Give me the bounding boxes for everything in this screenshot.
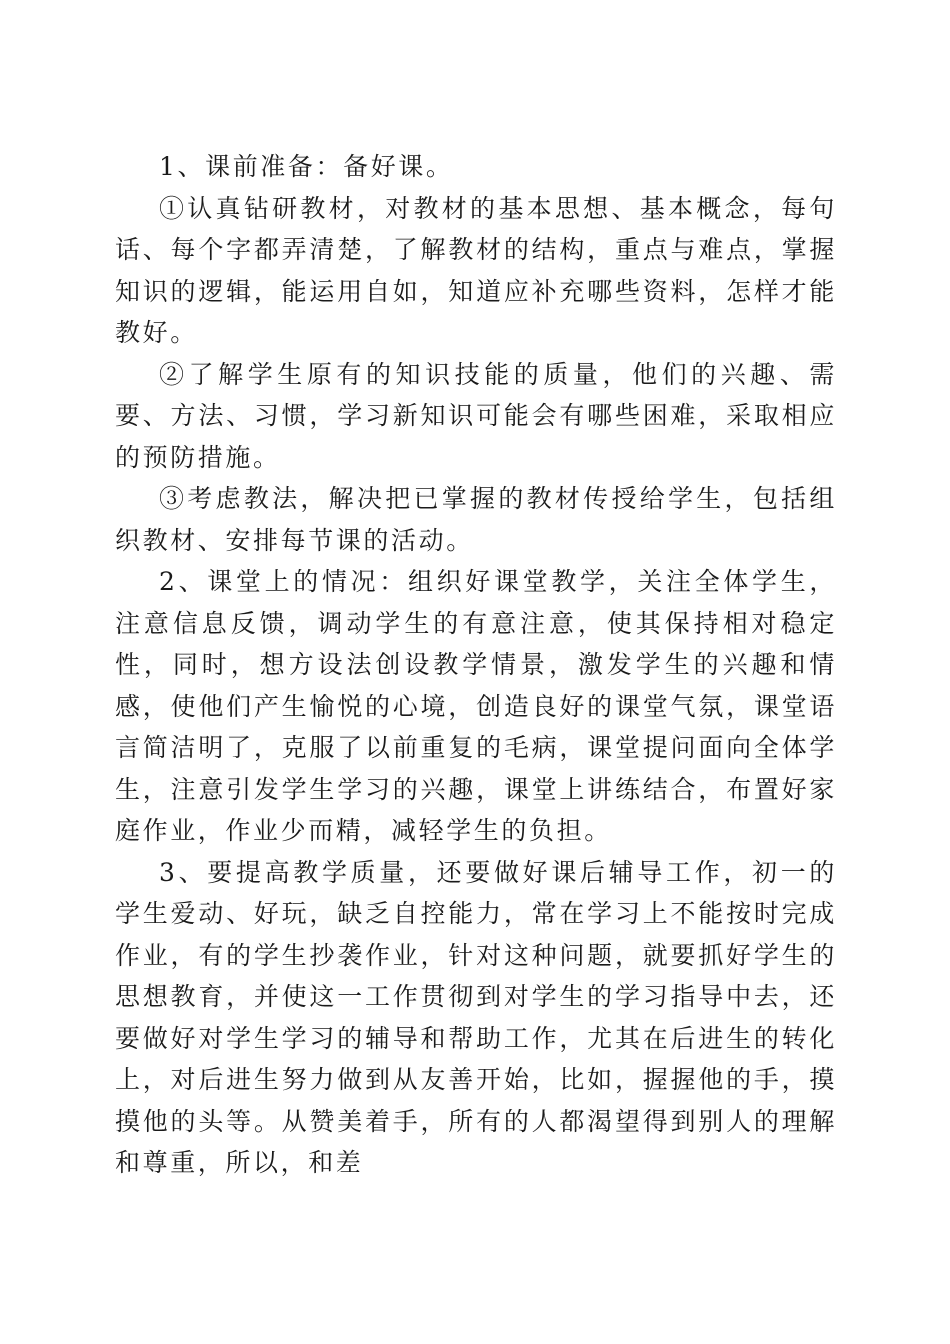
document-body	[115, 146, 837, 1184]
paragraph-understand-students: ②了解学生原有的知识技能的质量，他们的兴趣、需要、方法、习惯，学习新知识可能会有哪些困难，采取相应的预防措施。	[115, 359, 837, 472]
paragraph-after-class-tutoring: 3、要提高教学质量，还要做好课后辅导工作，初一的学生爱动、好玩，缺乏自控能力，常在学习上不能按时完成作业，有的学生抄袭作业，针对这种问题，就要抓好学生的思想教育，并使这一工作贯彻到对学生的学习指导中去，还要做好对学生学习的辅导和帮助工作，尤其在后进生的转化上，对后进生努力做到从友善开始，比如，握握他的手，摸摸他的头等。从赞美着手，所有的人都渴望得到别人的理解和尊重，所以，和差	[115, 857, 837, 1177]
paragraph-lesson-prep-heading: 1、课前准备：备好课。	[159, 152, 454, 181]
paragraph-teaching-methods: ③考虑教法，解决把已掌握的教材传授给学生，包括组织教材、安排每节课的活动。	[115, 484, 837, 555]
paragraph-study-textbook: ①认真钻研教材，对教材的基本思想、基本概念，每句话、每个字都弄清楚，了解教材的结构，重点与难点，掌握知识的逻辑，能运用自如，知道应补充哪些资料，怎样才能教好。	[115, 193, 837, 347]
paragraph-classroom-situation: 2、课堂上的情况：组织好课堂教学，关注全体学生，注意信息反馈，调动学生的有意注意，使其保持相对稳定性，同时，想方设法创设教学情景，激发学生的兴趣和情感，使他们产生愉悦的心境，创造良好的课堂气氛，课堂语言简洁明了，克服了以前重复的毛病，课堂提问面向全体学生，注意引发学生学习的兴趣，课堂上讲练结合，布置好家庭作业，作业少而精，减轻学生的负担。	[115, 567, 837, 845]
